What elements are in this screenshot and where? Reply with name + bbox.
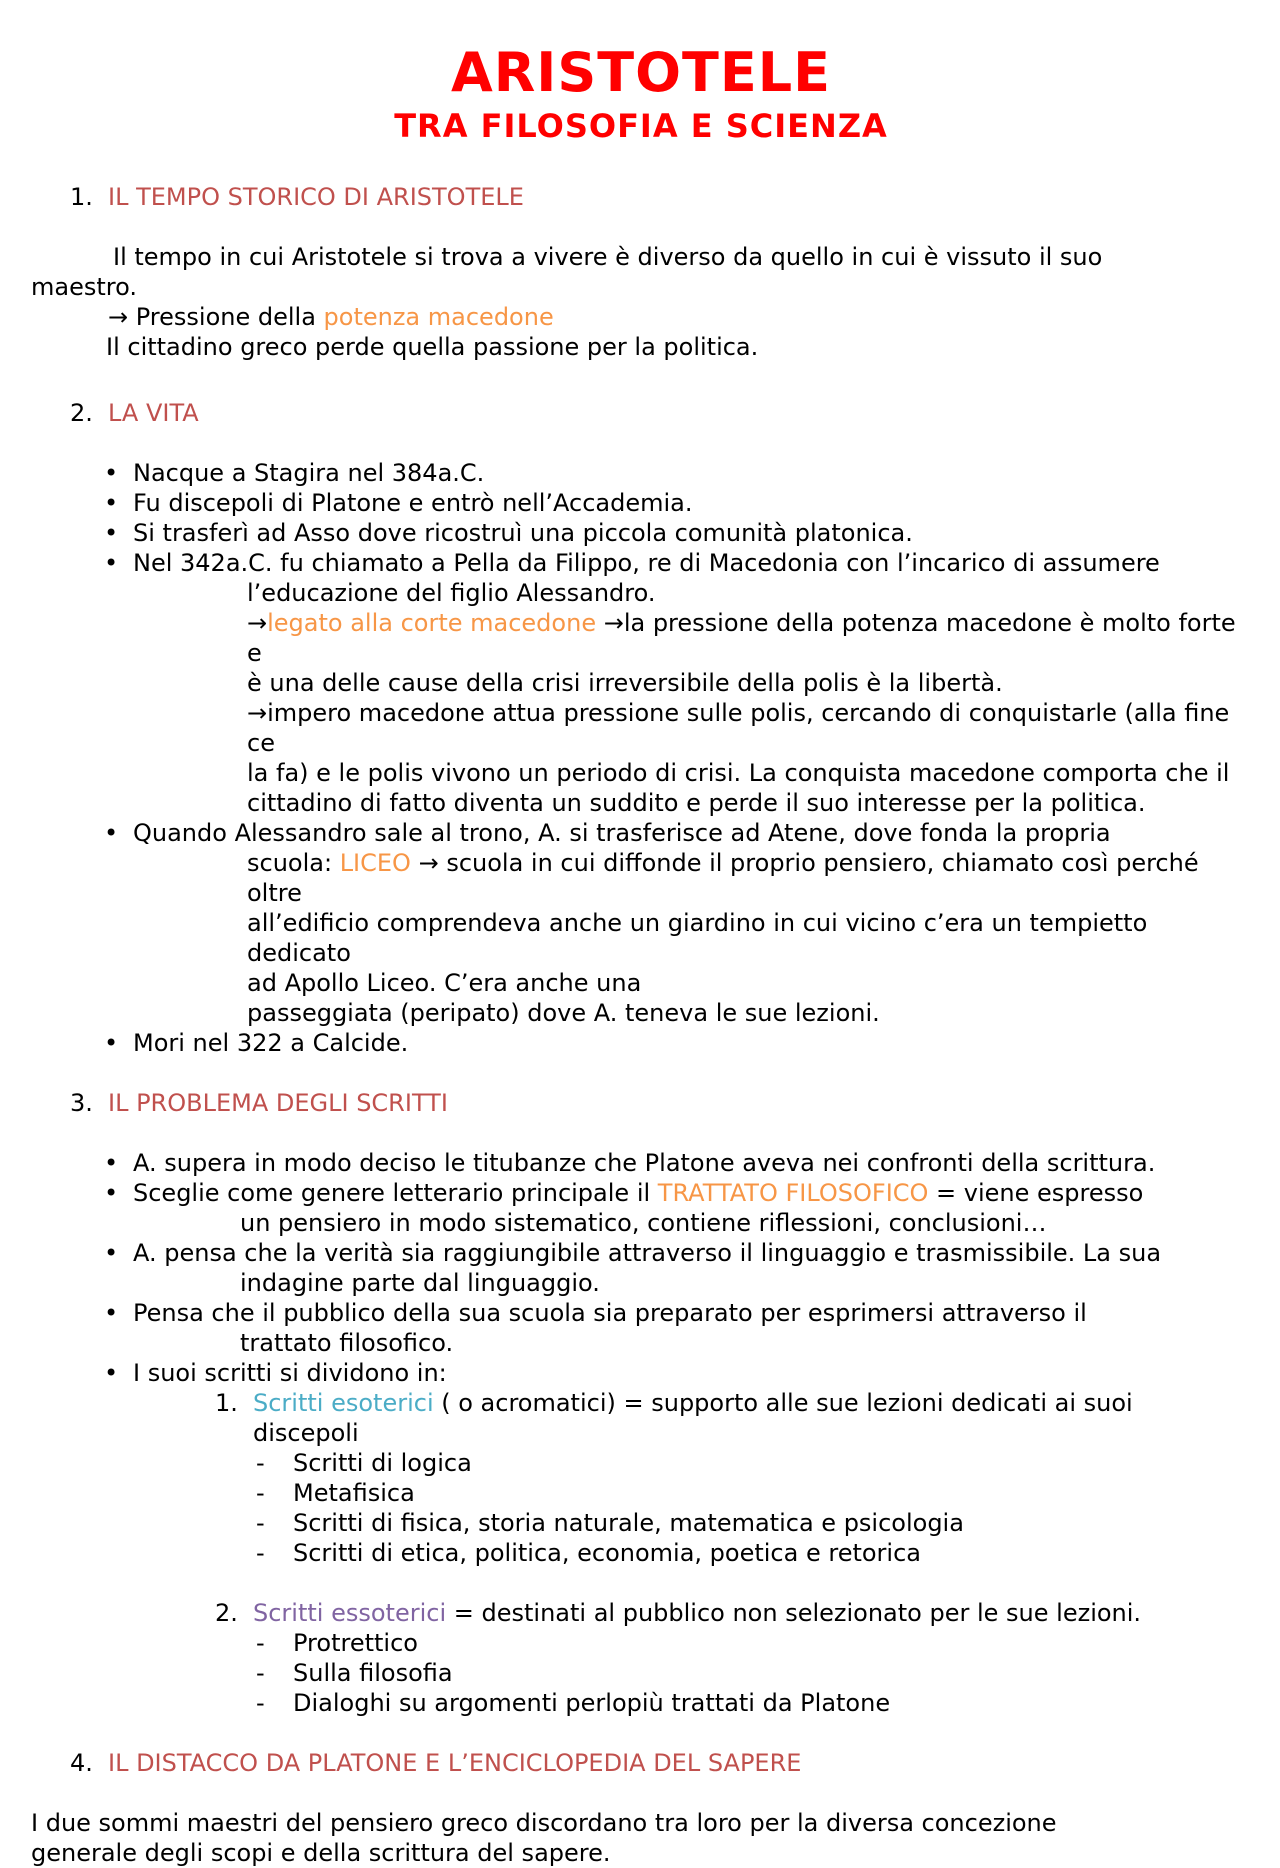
- document-title: ARISTOTELE: [450, 41, 832, 104]
- bullet-list-scritti: [31, 1148, 1251, 1388]
- dash-item: - Metafisica: [256, 1479, 415, 1507]
- bullet-icon: •: [104, 1359, 119, 1387]
- list-item: • A. pensa che la verità sia raggiungibile attraverso il linguaggio e trasmissibile. La sua indagine parte dal linguaggio.: [104, 1239, 1162, 1297]
- arrow-text: → Pressione della: [108, 303, 324, 331]
- highlight-liceo: LICEO: [339, 849, 411, 877]
- dash-item: - Dialoghi su argomenti perlopiù trattati da Platone: [256, 1689, 891, 1717]
- dash-item: - Sulla filosofia: [256, 1659, 453, 1687]
- paragraph-line: Il tempo in cui Aristotele si trova a vivere è diverso da quello in cui è vissuto il suo: [113, 243, 1103, 271]
- dash-item: - Scritti di fisica, storia naturale, matematica e psicologia: [256, 1509, 964, 1537]
- section-heading-2: [31, 398, 1251, 428]
- bullet-icon: •: [104, 1179, 119, 1207]
- bullet-icon: •: [104, 519, 119, 547]
- bullet-icon: •: [104, 819, 119, 847]
- section-number: 2.: [70, 399, 93, 427]
- paragraph-line: Il cittadino greco perde quella passione per la politica.: [106, 333, 759, 361]
- section-number: 1.: [70, 183, 93, 211]
- section-title: IL TEMPO STORICO DI ARISTOTELE: [108, 183, 524, 211]
- highlight-essoterici: Scritti essoterici: [253, 1599, 447, 1627]
- paragraph-line: I due sommi maestri del pensiero greco discordano tra loro per la diversa concezione: [31, 1809, 1057, 1837]
- section-title: LA VITA: [108, 399, 199, 427]
- list-item: • Nel 342a.C. fu chiamato a Pella da Filippo, re di Macedonia con l’incarico di assumere l’educazione del figlio Alessandro. →legato alla corte macedone →la pressione della potenza macedone è molto forte e è una delle cause della crisi irreversibile della polis è la libertà. →impero macedone attua pressione sulle polis, cercando di conquistarle (alla fine ce la fa) e le polis vivono un periodo di crisi. La conquista macedone comporta che il cittadino di fatto diventa un suddito e perde il suo interesse per la politica.: [104, 549, 1236, 817]
- section-number: 3.: [70, 1089, 93, 1117]
- section-heading-1: [31, 182, 1251, 212]
- list-item: • Nacque a Stagira nel 384a.C.: [104, 459, 485, 487]
- dash-item: - Scritti di etica, politica, economia, poetica e retorica: [256, 1539, 921, 1567]
- highlight-corte-macedone: legato alla corte macedone: [267, 609, 597, 637]
- highlight-esoterici: Scritti esoterici: [253, 1389, 434, 1417]
- section-title: IL DISTACCO DA PLATONE E L’ENCICLOPEDIA DEL SAPERE: [108, 1749, 802, 1777]
- section-heading-3: [31, 1088, 1251, 1118]
- paragraph-line: maestro.: [31, 273, 137, 301]
- paragraph-line: generale degli scopi e della scrittura del sapere.: [31, 1839, 611, 1867]
- list-item: • A. supera in modo deciso le titubanze che Platone aveva nei confronti della scrittura.: [104, 1149, 1156, 1177]
- list-item: • I suoi scritti si dividono in:: [104, 1359, 447, 1387]
- section-heading-4: [31, 1748, 1251, 1778]
- list-item: • Pensa che il pubblico della sua scuola sia preparato per esprimersi attraverso il trattato filosofico.: [104, 1299, 1087, 1357]
- bullet-icon: •: [104, 1299, 119, 1327]
- section-title: IL PROBLEMA DEGLI SCRITTI: [108, 1089, 448, 1117]
- sublist-item-esoterici: 1. Scritti esoterici ( o acromatici) = supporto alle sue lezioni dedicati ai suoi discepoli: [215, 1389, 1133, 1447]
- bullet-icon: •: [104, 489, 119, 517]
- bullet-list-vita: [31, 458, 1251, 1058]
- arrow-line: [31, 302, 1251, 332]
- bullet-icon: •: [104, 1029, 119, 1057]
- document-subtitle: TRA FILOSOFIA E SCIENZA: [394, 107, 888, 145]
- list-item: • Quando Alessandro sale al trono, A. si trasferisce ad Atene, dove fonda la propria scuola: LICEO → scuola in cui diffonde il proprio pensiero, chiamato così perché oltre all’edificio comprendeva anche un giardino in cui vicino c’era un tempietto dedicato ad Apollo Liceo. C’era anche una passeggiata (peripato) dove A. teneva le sue lezioni.: [104, 819, 1199, 1027]
- bullet-icon: •: [104, 1149, 119, 1177]
- bullet-icon: •: [104, 549, 119, 577]
- section-number: 4.: [70, 1749, 93, 1777]
- list-item: • Mori nel 322 a Calcide.: [104, 1029, 409, 1057]
- document-page: [31, 40, 1251, 1868]
- list-item: • Fu discepoli di Platone e entrò nell’Accademia.: [104, 489, 693, 517]
- list-item: • Si trasferì ad Asso dove ricostruì una piccola comunità platonica.: [104, 519, 913, 547]
- dash-item: - Protrettico: [256, 1629, 418, 1657]
- highlight-potenza-macedone: potenza macedone: [323, 303, 554, 331]
- bullet-icon: •: [104, 1239, 119, 1267]
- highlight-trattato: TRATTATO FILOSOFICO: [657, 1179, 929, 1207]
- list-item: • Sceglie come genere letterario principale il TRATTATO FILOSOFICO = viene espresso un pensiero in modo sistematico, contiene riflessioni, conclusioni…: [104, 1179, 1144, 1237]
- sublist-item-essoterici: 2. Scritti essoterici = destinati al pubblico non selezionato per le sue lezioni.: [215, 1599, 1142, 1627]
- dash-item: - Scritti di logica: [256, 1449, 472, 1477]
- bullet-icon: •: [104, 459, 119, 487]
